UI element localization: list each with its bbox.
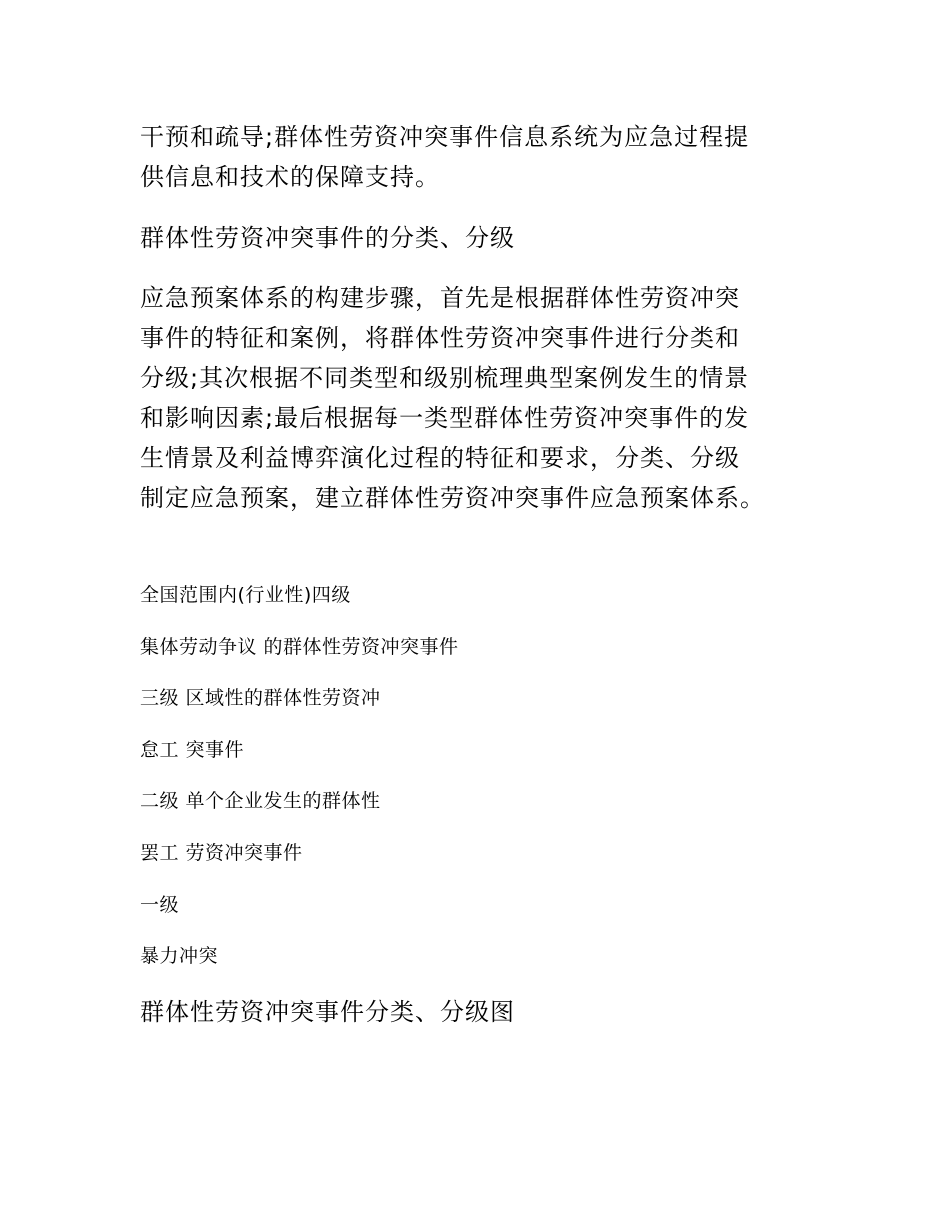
section-heading-classification: 群体性劳资冲突事件的分类、分级: [140, 224, 515, 252]
paragraph-line: 和影响因素;最后根据每一类型群体性劳资冲突事件的发: [140, 404, 750, 432]
diagram-line-collective-dispute: 集体劳动争议 的群体性劳资冲突事件: [140, 636, 459, 658]
diagram-line-level-two: 二级 单个企业发生的群体性: [140, 790, 381, 812]
paragraph-intro: [140, 117, 749, 197]
paragraph-line: 生情景及利益博弈演化过程的特征和要求，分类、分级: [140, 444, 740, 472]
diagram-line-violent-conflict: 暴力冲突: [140, 945, 219, 967]
paragraph-line: 事件的特征和案例，将群体性劳资冲突事件进行分类和: [140, 324, 740, 352]
paragraph-line: 制定应急预案，建立群体性劳资冲突事件应急预案体系。: [140, 484, 765, 512]
figure-caption: 群体性劳资冲突事件分类、分级图: [140, 998, 515, 1026]
diagram-line-level-four: 全国范围内(行业性)四级: [140, 584, 351, 606]
paragraph-construction-steps: [140, 278, 765, 518]
diagram-line-strike: 罢工 劳资冲突事件: [140, 842, 303, 864]
paragraph-line: 供信息和技术的保障支持。: [140, 163, 440, 191]
diagram-line-level-three: 三级 区域性的群体性劳资冲: [140, 687, 381, 709]
paragraph-line: 应急预案体系的构建步骤，首先是根据群体性劳资冲突: [140, 284, 740, 312]
paragraph-line: 干预和疏导;群体性劳资冲突事件信息系统为应急过程提: [140, 123, 750, 151]
diagram-line-level-one: 一级: [140, 894, 180, 916]
paragraph-line: 分级;其次根据不同类型和级别梳理典型案例发生的情景: [140, 364, 750, 392]
diagram-line-slowdown: 怠工 突事件: [140, 739, 245, 761]
